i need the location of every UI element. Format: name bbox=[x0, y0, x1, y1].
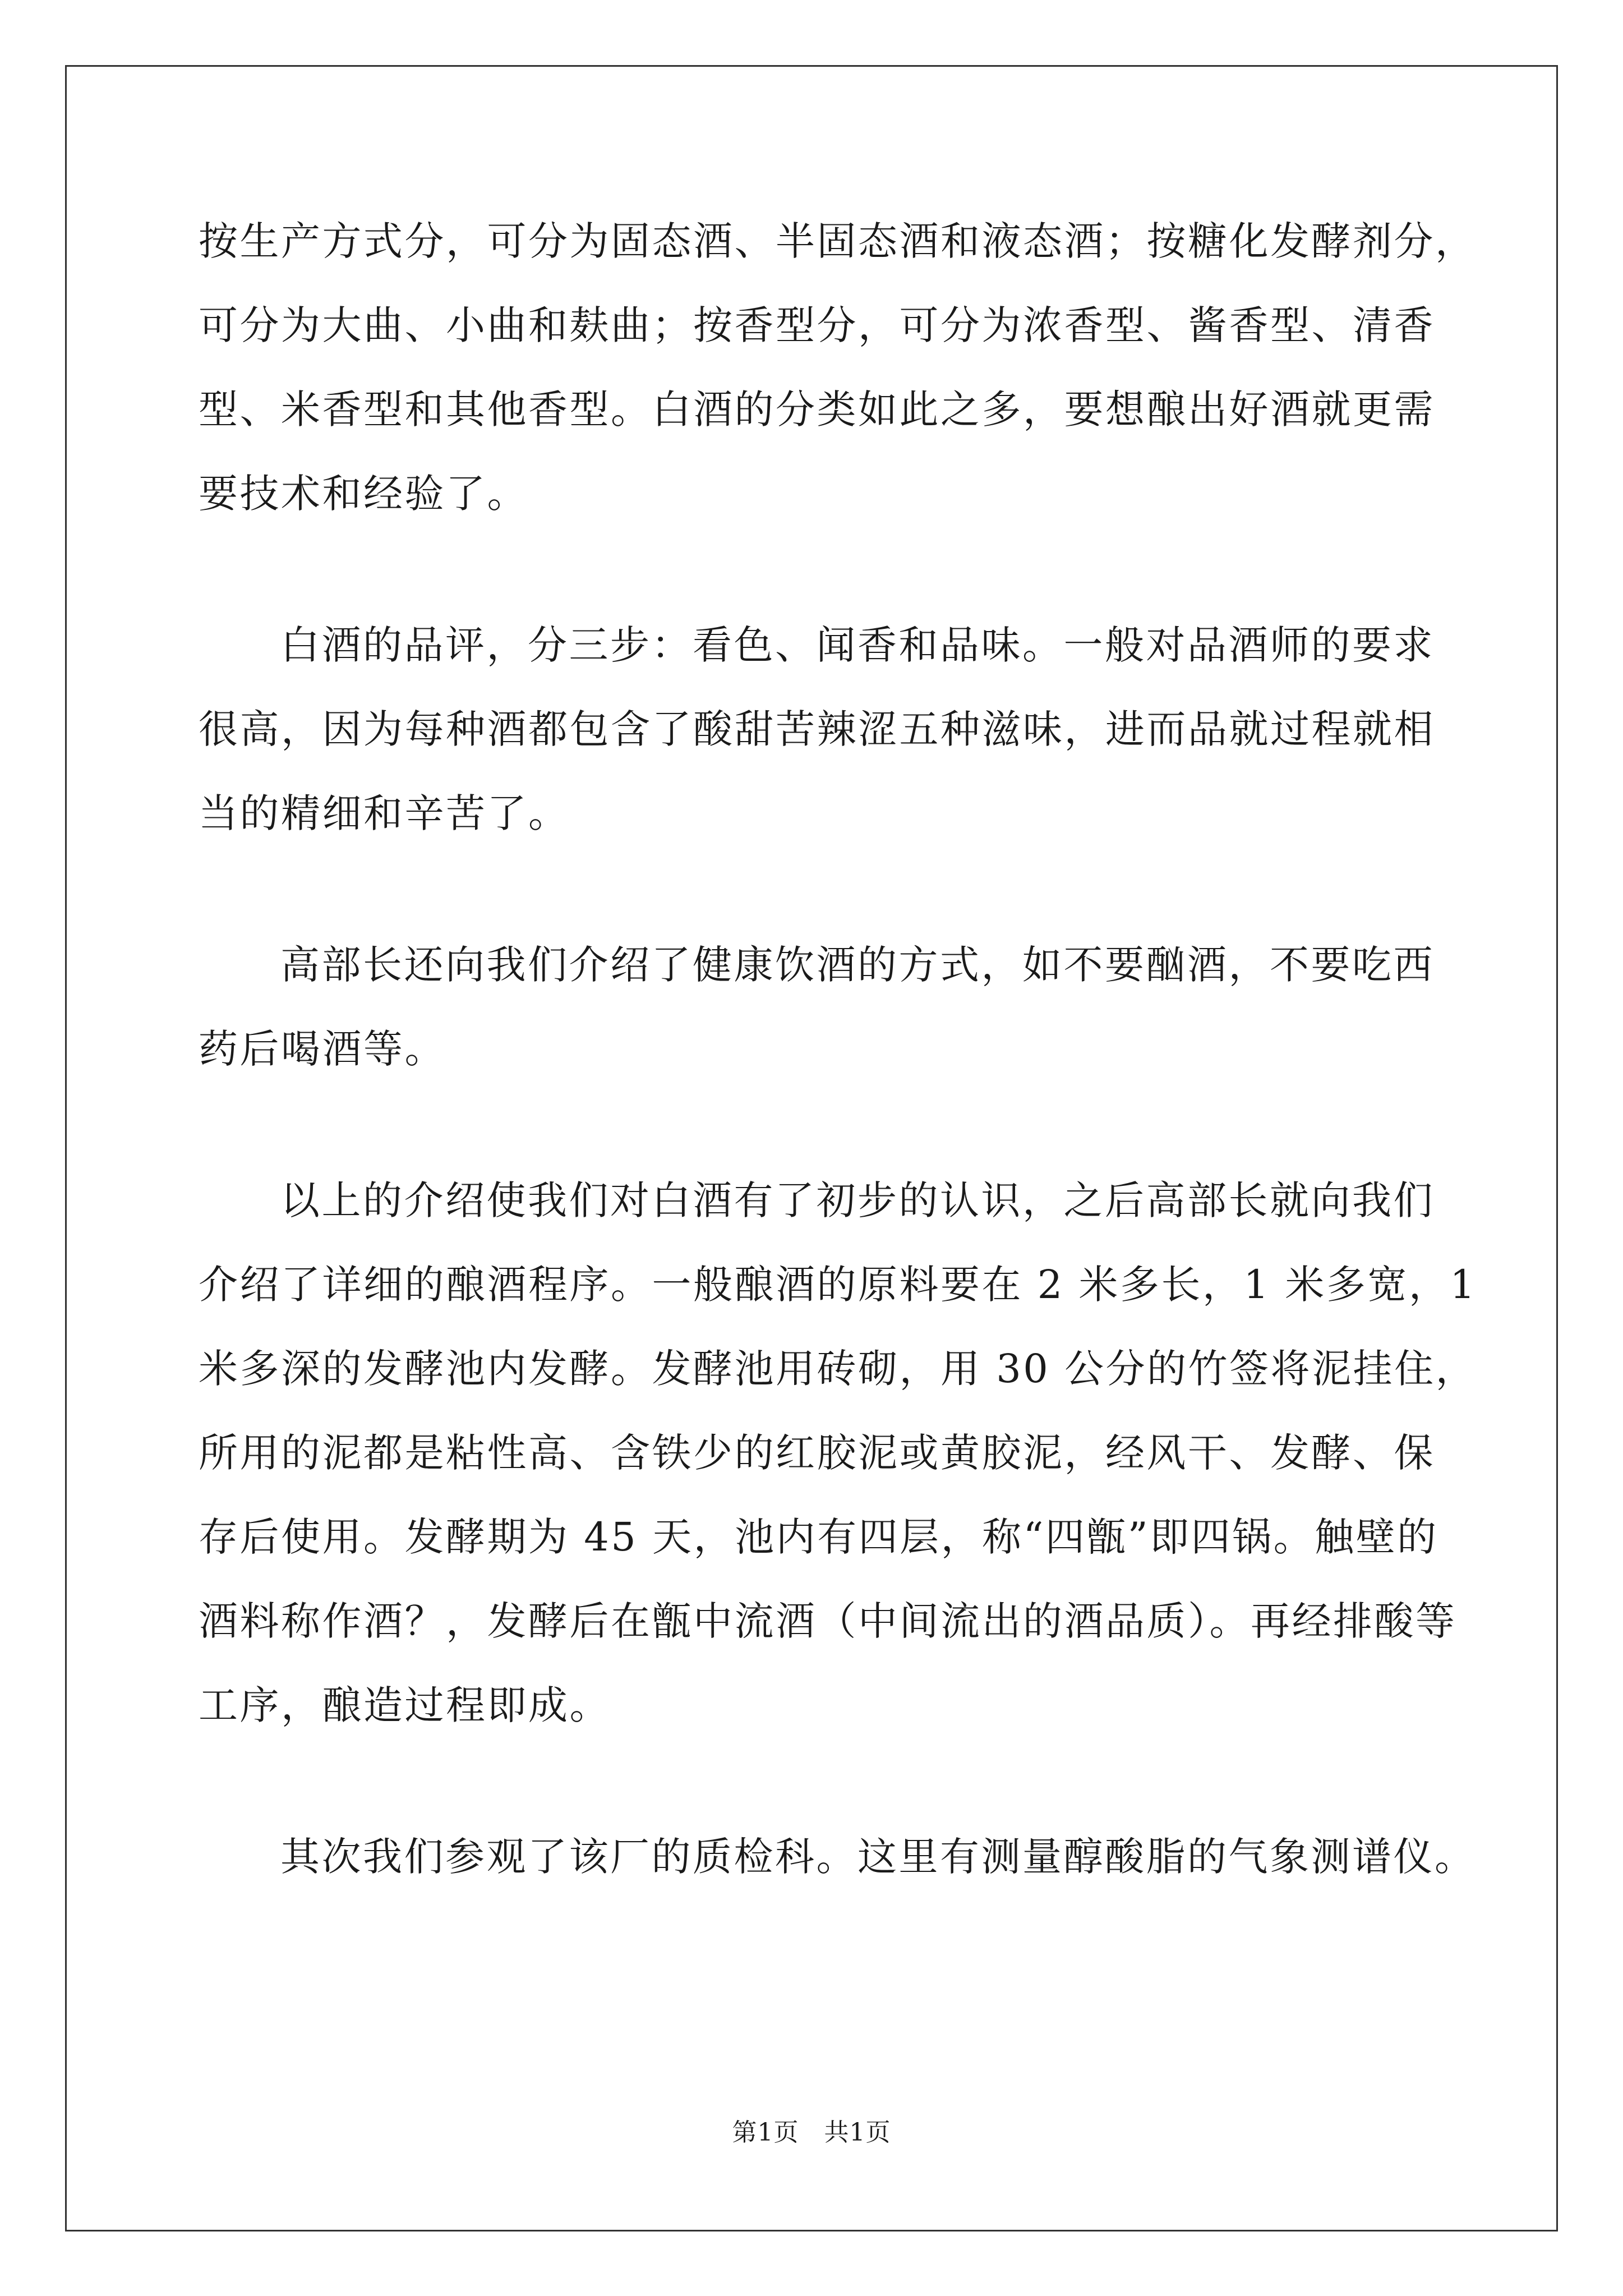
page-number-footer: 第1页 共1页 bbox=[732, 2118, 891, 2147]
text-line: 型、米香型和其他香型。白酒的分类如此之多，要想酿出好酒就更需 bbox=[199, 386, 1435, 432]
text-line: 工序，酿造过程即成。 bbox=[199, 1682, 611, 1728]
paragraph bbox=[199, 923, 1435, 1091]
text-line: 其次我们参观了该厂的质检科。这里有测量醇酸脂的气象测谱仪。 bbox=[280, 1834, 1476, 1880]
text-line: 介绍了详细的酿酒程序。一般酿酒的原料要在 2 米多长，1 米多宽，1 bbox=[199, 1262, 1477, 1308]
text-line: 药后喝酒等。 bbox=[199, 1026, 446, 1072]
text-line: 酒料称作酒？，发酵后在甑中流酒（中间流出的酒品质）。再经排酸等 bbox=[199, 1598, 1457, 1644]
text-line: 高部长还向我们介绍了健康饮酒的方式，如不要酗酒，不要吃西 bbox=[280, 942, 1435, 988]
text-line: 存后使用。发酵期为 45 天，池内有四层，称“四甑”即四锅。触壁的 bbox=[199, 1514, 1438, 1560]
paragraph bbox=[199, 199, 1477, 536]
paragraph bbox=[199, 1815, 1476, 1899]
text-line: 按生产方式分，可分为固态酒、半固态酒和液态酒；按糖化发酵剂分， bbox=[199, 218, 1477, 264]
document-body bbox=[199, 199, 1477, 1899]
text-line: 可分为大曲、小曲和麸曲；按香型分，可分为浓香型、酱香型、清香 bbox=[199, 302, 1435, 348]
text-line: 要技术和经验了。 bbox=[199, 471, 528, 517]
text-line: 以上的介绍使我们对白酒有了初步的认识，之后高部长就向我们 bbox=[280, 1177, 1435, 1223]
text-line: 白酒的品评，分三步：看色、闻香和品味。一般对品酒师的要求 bbox=[280, 622, 1435, 668]
text-line: 很高，因为每种酒都包含了酸甜苦辣涩五种滋味，进而品就过程就相 bbox=[199, 706, 1435, 752]
text-line: 所用的泥都是粘性高、含铁少的红胶泥或黄胶泥，经风干、发酵、保 bbox=[199, 1430, 1435, 1476]
paragraph bbox=[199, 603, 1435, 855]
text-line: 米多深的发酵池内发酵。发酵池用砖砌，用 30 公分的竹签将泥挂住， bbox=[199, 1346, 1477, 1392]
text-line: 当的精细和辛苦了。 bbox=[199, 790, 570, 836]
paragraph bbox=[199, 1158, 1477, 1747]
